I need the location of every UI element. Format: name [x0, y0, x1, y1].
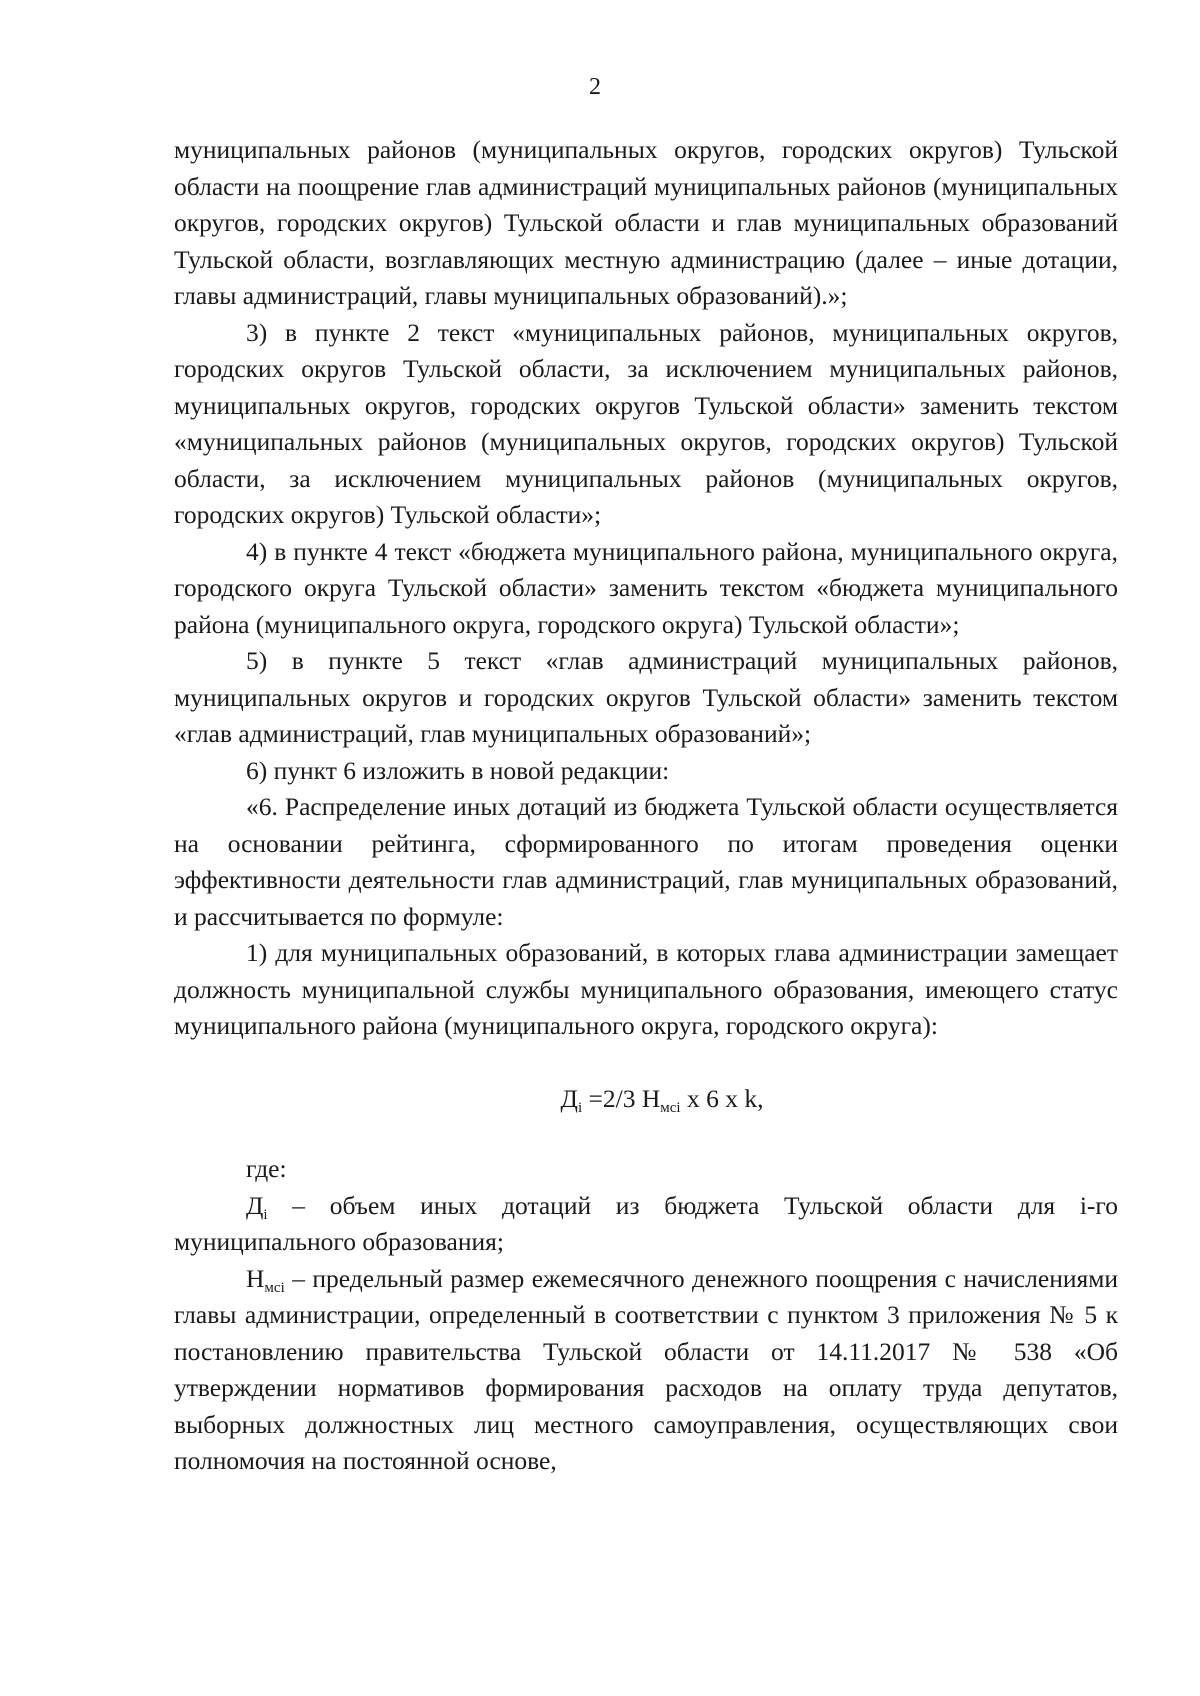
where-label: где: — [246, 1154, 287, 1183]
page-number: 2 — [589, 74, 601, 100]
definition-text: – предельный размер ежемесячного денежного поощрения с начислениями главы администрации, определенный в соответствии с пунктом 3 приложения № 5 к постановлению правительства Тульской области от 14.11.2017 № 538 «Об утверждении нормативов формирования расходов на оплату труда депутатов, выборных должностных лиц местного самоуправления, осуществляющих свои полномочия на постоянной основе, — [174, 1263, 1118, 1475]
definition-di — [174, 1188, 1118, 1261]
formula-rhs: х 6 х k, — [680, 1083, 764, 1113]
paragraph-clause-6: «6. Распределение иных дотаций из бюджета Тульской области осуществляется на основании рейтинга, сформированного по итогам проведения оценки эффективности деятельности глав администраций, глав муниципальных образований, и рассчитывается по формуле: — [174, 792, 1118, 931]
paragraph-subclause-1: 1) для муниципальных образований, в которых глава администрации замещает должность муниципальной службы муниципального образования, имеющего статус муниципального района (муниципального округа, городского округа): — [174, 938, 1118, 1040]
formula-mid: =2/3 Н — [582, 1083, 661, 1113]
formula — [174, 1081, 1118, 1118]
document-body — [174, 132, 1118, 1480]
paragraph-item-4: 4) в пункте 4 текст «бюджета муниципального района, муниципального округа, городского округа Тульской области» заменить текстом «бюджета муниципального района (муниципального округа, городского округа) Тульской области»; — [174, 536, 1118, 639]
definition-text: – объем иных дотаций из бюджета Тульской области для i-го муниципального образования; — [174, 1190, 1118, 1256]
definition-subscript: мсi — [264, 1279, 285, 1296]
formula-mid-subscript: мсi — [660, 1099, 681, 1116]
paragraph-item-3: 3) в пункте 2 текст «муниципальных районов, муниципальных округов, городских округов Тульской области, за исключением муниципальных районов, муниципальных округов, городских округов Тульской области» заменить текстом «муниципальных районов (муниципальных округов, городских округов) Тульской области, за исключением муниципальных районов (муниципальных округов, городских округов) Тульской области»; — [174, 317, 1118, 529]
formula-lhs: Д — [560, 1083, 578, 1113]
paragraph: муниципальных районов (муниципальных округов, городских округов) Тульской области на поощрение глав администраций муниципальных районов (муниципальных округов, городских округов) Тульской области и глав муниципальных образований Тульской области, возглавляющих местную администрацию (далее – иные дотации, главы администраций, главы муниципальных образований).»; — [174, 135, 1118, 310]
definition-subscript: i — [263, 1206, 268, 1223]
definition-symbol: Н — [246, 1263, 265, 1293]
paragraph-item-6: 6) пункт 6 изложить в новой редакции: — [246, 755, 670, 785]
formula-lhs-subscript: i — [577, 1099, 583, 1116]
definition-symbol: Д — [246, 1190, 264, 1220]
paragraph-item-5: 5) в пункте 5 текст «глав администраций муниципальных районов, муниципальных округов и городских округов Тульской области» заменить текстом «глав администраций, глав муниципальных образований»; — [174, 646, 1118, 748]
definition-nmsi — [174, 1261, 1118, 1480]
